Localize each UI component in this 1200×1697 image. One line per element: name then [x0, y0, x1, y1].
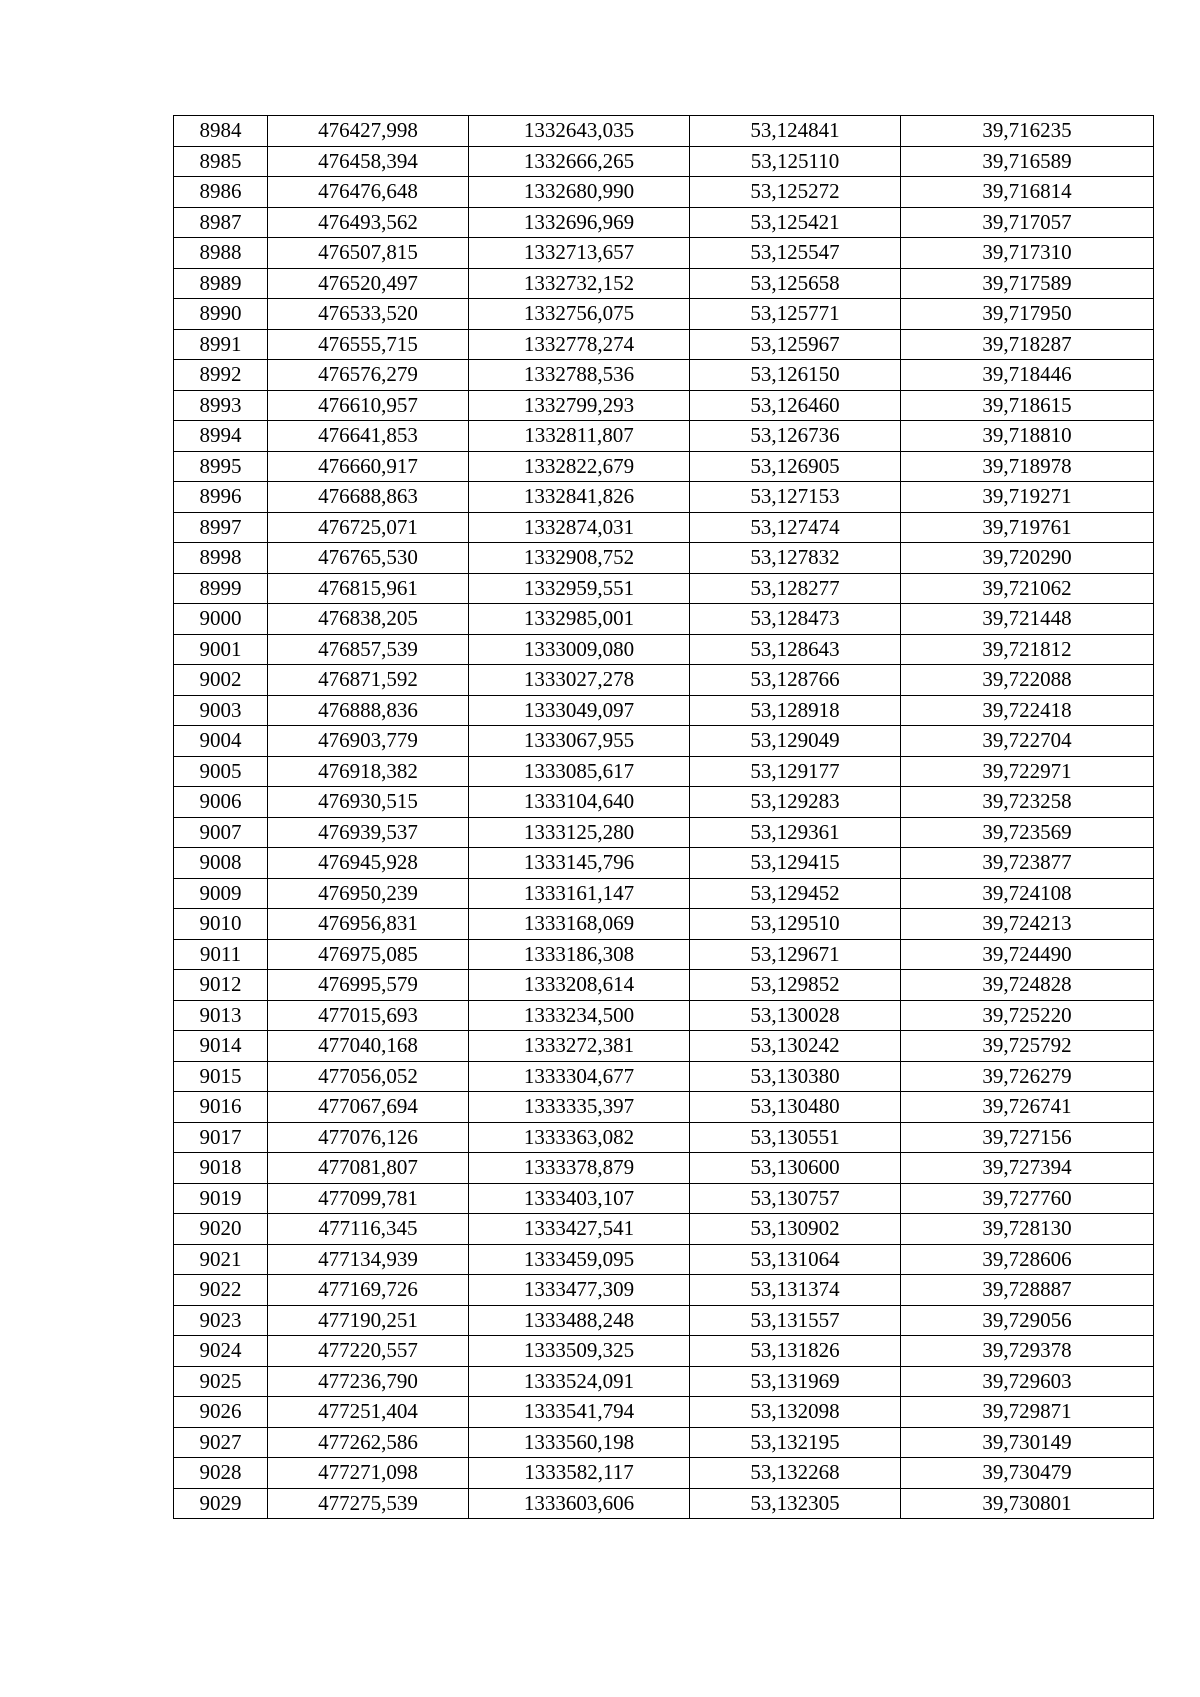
point-number-cell: 9001	[174, 634, 268, 665]
table-row	[174, 1397, 1154, 1428]
table-row	[174, 329, 1154, 360]
y-coordinate-cell: 1332985,001	[469, 604, 690, 635]
point-number-cell: 9026	[174, 1397, 268, 1428]
y-coordinate-cell: 1332908,752	[469, 543, 690, 574]
x-coordinate-cell: 477236,790	[268, 1366, 469, 1397]
longitude-cell: 39,722418	[901, 695, 1154, 726]
latitude-cell: 53,130757	[690, 1183, 901, 1214]
x-coordinate-cell: 477169,726	[268, 1275, 469, 1306]
point-number-cell: 9024	[174, 1336, 268, 1367]
table-row	[174, 1000, 1154, 1031]
latitude-cell: 53,129361	[690, 817, 901, 848]
longitude-cell: 39,721448	[901, 604, 1154, 635]
table-row	[174, 1458, 1154, 1489]
point-number-cell: 8991	[174, 329, 268, 360]
table-row	[174, 695, 1154, 726]
latitude-cell: 53,132268	[690, 1458, 901, 1489]
table-row	[174, 817, 1154, 848]
point-number-cell: 9015	[174, 1061, 268, 1092]
latitude-cell: 53,131064	[690, 1244, 901, 1275]
y-coordinate-cell: 1333009,080	[469, 634, 690, 665]
latitude-cell: 53,129283	[690, 787, 901, 818]
x-coordinate-cell: 476918,382	[268, 756, 469, 787]
x-coordinate-cell: 476641,853	[268, 421, 469, 452]
longitude-cell: 39,716589	[901, 146, 1154, 177]
table-row	[174, 573, 1154, 604]
x-coordinate-cell: 476533,520	[268, 299, 469, 330]
latitude-cell: 53,130028	[690, 1000, 901, 1031]
longitude-cell: 39,728606	[901, 1244, 1154, 1275]
y-coordinate-cell: 1333049,097	[469, 695, 690, 726]
y-coordinate-cell: 1333335,397	[469, 1092, 690, 1123]
x-coordinate-cell: 476888,836	[268, 695, 469, 726]
longitude-cell: 39,730149	[901, 1427, 1154, 1458]
y-coordinate-cell: 1333067,955	[469, 726, 690, 757]
table-row	[174, 878, 1154, 909]
point-number-cell: 9018	[174, 1153, 268, 1184]
point-number-cell: 9008	[174, 848, 268, 879]
point-number-cell: 8989	[174, 268, 268, 299]
latitude-cell: 53,127832	[690, 543, 901, 574]
point-number-cell: 8993	[174, 390, 268, 421]
point-number-cell: 9004	[174, 726, 268, 757]
y-coordinate-cell: 1332666,265	[469, 146, 690, 177]
point-number-cell: 9023	[174, 1305, 268, 1336]
table-row	[174, 543, 1154, 574]
longitude-cell: 39,729603	[901, 1366, 1154, 1397]
longitude-cell: 39,722971	[901, 756, 1154, 787]
y-coordinate-cell: 1333304,677	[469, 1061, 690, 1092]
point-number-cell: 8990	[174, 299, 268, 330]
y-coordinate-cell: 1333186,308	[469, 939, 690, 970]
table-row	[174, 1275, 1154, 1306]
point-number-cell: 8996	[174, 482, 268, 513]
y-coordinate-cell: 1333363,082	[469, 1122, 690, 1153]
x-coordinate-cell: 476815,961	[268, 573, 469, 604]
y-coordinate-cell: 1333161,147	[469, 878, 690, 909]
latitude-cell: 53,128277	[690, 573, 901, 604]
y-coordinate-cell: 1333027,278	[469, 665, 690, 696]
longitude-cell: 39,724213	[901, 909, 1154, 940]
latitude-cell: 53,127474	[690, 512, 901, 543]
x-coordinate-cell: 477251,404	[268, 1397, 469, 1428]
x-coordinate-cell: 476725,071	[268, 512, 469, 543]
table-row	[174, 390, 1154, 421]
x-coordinate-cell: 477220,557	[268, 1336, 469, 1367]
x-coordinate-cell: 476493,562	[268, 207, 469, 238]
point-number-cell: 9002	[174, 665, 268, 696]
latitude-cell: 53,129177	[690, 756, 901, 787]
point-number-cell: 9000	[174, 604, 268, 635]
table-row	[174, 848, 1154, 879]
latitude-cell: 53,125547	[690, 238, 901, 269]
point-number-cell: 9020	[174, 1214, 268, 1245]
longitude-cell: 39,724828	[901, 970, 1154, 1001]
y-coordinate-cell: 1333477,309	[469, 1275, 690, 1306]
latitude-cell: 53,127153	[690, 482, 901, 513]
y-coordinate-cell: 1332822,679	[469, 451, 690, 482]
x-coordinate-cell: 476995,579	[268, 970, 469, 1001]
latitude-cell: 53,130480	[690, 1092, 901, 1123]
table-row	[174, 421, 1154, 452]
x-coordinate-cell: 477190,251	[268, 1305, 469, 1336]
table-row	[174, 1031, 1154, 1062]
longitude-cell: 39,729871	[901, 1397, 1154, 1428]
x-coordinate-cell: 476930,515	[268, 787, 469, 818]
latitude-cell: 53,130600	[690, 1153, 901, 1184]
table-row	[174, 268, 1154, 299]
latitude-cell: 53,126150	[690, 360, 901, 391]
table-row	[174, 634, 1154, 665]
x-coordinate-cell: 476765,530	[268, 543, 469, 574]
point-number-cell: 9012	[174, 970, 268, 1001]
point-number-cell: 9028	[174, 1458, 268, 1489]
point-number-cell: 8987	[174, 207, 268, 238]
point-number-cell: 8986	[174, 177, 268, 208]
table-row	[174, 726, 1154, 757]
coordinates-table	[173, 115, 1154, 1519]
table-row	[174, 1488, 1154, 1519]
longitude-cell: 39,729378	[901, 1336, 1154, 1367]
latitude-cell: 53,125658	[690, 268, 901, 299]
longitude-cell: 39,718287	[901, 329, 1154, 360]
y-coordinate-cell: 1333509,325	[469, 1336, 690, 1367]
table-row	[174, 451, 1154, 482]
y-coordinate-cell: 1332811,807	[469, 421, 690, 452]
y-coordinate-cell: 1332643,035	[469, 116, 690, 147]
table-row	[174, 665, 1154, 696]
table-row	[174, 207, 1154, 238]
longitude-cell: 39,718978	[901, 451, 1154, 482]
longitude-cell: 39,722704	[901, 726, 1154, 757]
table-row	[174, 787, 1154, 818]
longitude-cell: 39,723258	[901, 787, 1154, 818]
longitude-cell: 39,728887	[901, 1275, 1154, 1306]
longitude-cell: 39,726279	[901, 1061, 1154, 1092]
longitude-cell: 39,724490	[901, 939, 1154, 970]
longitude-cell: 39,718615	[901, 390, 1154, 421]
longitude-cell: 39,717057	[901, 207, 1154, 238]
x-coordinate-cell: 476950,239	[268, 878, 469, 909]
latitude-cell: 53,129415	[690, 848, 901, 879]
point-number-cell: 9003	[174, 695, 268, 726]
longitude-cell: 39,729056	[901, 1305, 1154, 1336]
longitude-cell: 39,718810	[901, 421, 1154, 452]
y-coordinate-cell: 1332959,551	[469, 573, 690, 604]
latitude-cell: 53,128766	[690, 665, 901, 696]
x-coordinate-cell: 476956,831	[268, 909, 469, 940]
y-coordinate-cell: 1332788,536	[469, 360, 690, 391]
longitude-cell: 39,720290	[901, 543, 1154, 574]
table-row	[174, 1427, 1154, 1458]
latitude-cell: 53,129671	[690, 939, 901, 970]
coordinates-table-body	[174, 116, 1154, 1519]
point-number-cell: 8992	[174, 360, 268, 391]
longitude-cell: 39,717589	[901, 268, 1154, 299]
latitude-cell: 53,129510	[690, 909, 901, 940]
table-row	[174, 482, 1154, 513]
y-coordinate-cell: 1333272,381	[469, 1031, 690, 1062]
point-number-cell: 8994	[174, 421, 268, 452]
y-coordinate-cell: 1332841,826	[469, 482, 690, 513]
y-coordinate-cell: 1332713,657	[469, 238, 690, 269]
table-row	[174, 1366, 1154, 1397]
latitude-cell: 53,132195	[690, 1427, 901, 1458]
longitude-cell: 39,717310	[901, 238, 1154, 269]
longitude-cell: 39,727760	[901, 1183, 1154, 1214]
x-coordinate-cell: 477040,168	[268, 1031, 469, 1062]
point-number-cell: 9009	[174, 878, 268, 909]
latitude-cell: 53,132098	[690, 1397, 901, 1428]
y-coordinate-cell: 1333524,091	[469, 1366, 690, 1397]
y-coordinate-cell: 1332732,152	[469, 268, 690, 299]
point-number-cell: 8997	[174, 512, 268, 543]
longitude-cell: 39,719761	[901, 512, 1154, 543]
table-row	[174, 1153, 1154, 1184]
latitude-cell: 53,126905	[690, 451, 901, 482]
table-row	[174, 1122, 1154, 1153]
point-number-cell: 8995	[174, 451, 268, 482]
table-row	[174, 970, 1154, 1001]
point-number-cell: 9017	[174, 1122, 268, 1153]
latitude-cell: 53,126736	[690, 421, 901, 452]
point-number-cell: 8984	[174, 116, 268, 147]
latitude-cell: 53,125771	[690, 299, 901, 330]
table-row	[174, 1244, 1154, 1275]
x-coordinate-cell: 476871,592	[268, 665, 469, 696]
latitude-cell: 53,129049	[690, 726, 901, 757]
y-coordinate-cell: 1333104,640	[469, 787, 690, 818]
x-coordinate-cell: 477067,694	[268, 1092, 469, 1123]
y-coordinate-cell: 1333234,500	[469, 1000, 690, 1031]
y-coordinate-cell: 1332680,990	[469, 177, 690, 208]
y-coordinate-cell: 1332756,075	[469, 299, 690, 330]
x-coordinate-cell: 476576,279	[268, 360, 469, 391]
latitude-cell: 53,129452	[690, 878, 901, 909]
x-coordinate-cell: 477116,345	[268, 1214, 469, 1245]
y-coordinate-cell: 1333125,280	[469, 817, 690, 848]
latitude-cell: 53,128473	[690, 604, 901, 635]
longitude-cell: 39,717950	[901, 299, 1154, 330]
x-coordinate-cell: 477081,807	[268, 1153, 469, 1184]
x-coordinate-cell: 477271,098	[268, 1458, 469, 1489]
point-number-cell: 8985	[174, 146, 268, 177]
longitude-cell: 39,723877	[901, 848, 1154, 879]
longitude-cell: 39,723569	[901, 817, 1154, 848]
table-row	[174, 1214, 1154, 1245]
x-coordinate-cell: 477056,052	[268, 1061, 469, 1092]
y-coordinate-cell: 1333582,117	[469, 1458, 690, 1489]
latitude-cell: 53,131374	[690, 1275, 901, 1306]
longitude-cell: 39,725792	[901, 1031, 1154, 1062]
latitude-cell: 53,130902	[690, 1214, 901, 1245]
point-number-cell: 9016	[174, 1092, 268, 1123]
x-coordinate-cell: 476857,539	[268, 634, 469, 665]
x-coordinate-cell: 476507,815	[268, 238, 469, 269]
x-coordinate-cell: 477099,781	[268, 1183, 469, 1214]
x-coordinate-cell: 476975,085	[268, 939, 469, 970]
latitude-cell: 53,129852	[690, 970, 901, 1001]
longitude-cell: 39,721062	[901, 573, 1154, 604]
longitude-cell: 39,730801	[901, 1488, 1154, 1519]
x-coordinate-cell: 476838,205	[268, 604, 469, 635]
latitude-cell: 53,125110	[690, 146, 901, 177]
table-row	[174, 360, 1154, 391]
y-coordinate-cell: 1333459,095	[469, 1244, 690, 1275]
x-coordinate-cell: 476688,863	[268, 482, 469, 513]
table-row	[174, 756, 1154, 787]
latitude-cell: 53,130242	[690, 1031, 901, 1062]
longitude-cell: 39,727156	[901, 1122, 1154, 1153]
latitude-cell: 53,130380	[690, 1061, 901, 1092]
y-coordinate-cell: 1333541,794	[469, 1397, 690, 1428]
point-number-cell: 9005	[174, 756, 268, 787]
point-number-cell: 9014	[174, 1031, 268, 1062]
table-row	[174, 604, 1154, 635]
y-coordinate-cell: 1332799,293	[469, 390, 690, 421]
x-coordinate-cell: 476610,957	[268, 390, 469, 421]
x-coordinate-cell: 477015,693	[268, 1000, 469, 1031]
y-coordinate-cell: 1333560,198	[469, 1427, 690, 1458]
latitude-cell: 53,124841	[690, 116, 901, 147]
longitude-cell: 39,728130	[901, 1214, 1154, 1245]
point-number-cell: 9025	[174, 1366, 268, 1397]
latitude-cell: 53,132305	[690, 1488, 901, 1519]
longitude-cell: 39,716235	[901, 116, 1154, 147]
longitude-cell: 39,718446	[901, 360, 1154, 391]
table-row	[174, 299, 1154, 330]
longitude-cell: 39,727394	[901, 1153, 1154, 1184]
y-coordinate-cell: 1333403,107	[469, 1183, 690, 1214]
y-coordinate-cell: 1332874,031	[469, 512, 690, 543]
table-row	[174, 1183, 1154, 1214]
latitude-cell: 53,128918	[690, 695, 901, 726]
latitude-cell: 53,126460	[690, 390, 901, 421]
table-row	[174, 238, 1154, 269]
x-coordinate-cell: 476903,779	[268, 726, 469, 757]
table-row	[174, 1336, 1154, 1367]
table-row	[174, 909, 1154, 940]
point-number-cell: 9022	[174, 1275, 268, 1306]
x-coordinate-cell: 477076,126	[268, 1122, 469, 1153]
longitude-cell: 39,722088	[901, 665, 1154, 696]
point-number-cell: 9021	[174, 1244, 268, 1275]
longitude-cell: 39,716814	[901, 177, 1154, 208]
x-coordinate-cell: 476939,537	[268, 817, 469, 848]
longitude-cell: 39,721812	[901, 634, 1154, 665]
y-coordinate-cell: 1333208,614	[469, 970, 690, 1001]
longitude-cell: 39,730479	[901, 1458, 1154, 1489]
point-number-cell: 9007	[174, 817, 268, 848]
x-coordinate-cell: 476555,715	[268, 329, 469, 360]
point-number-cell: 8988	[174, 238, 268, 269]
y-coordinate-cell: 1332696,969	[469, 207, 690, 238]
x-coordinate-cell: 477134,939	[268, 1244, 469, 1275]
point-number-cell: 9027	[174, 1427, 268, 1458]
latitude-cell: 53,128643	[690, 634, 901, 665]
table-row	[174, 177, 1154, 208]
x-coordinate-cell: 476476,648	[268, 177, 469, 208]
point-number-cell: 9010	[174, 909, 268, 940]
latitude-cell: 53,130551	[690, 1122, 901, 1153]
x-coordinate-cell: 477262,586	[268, 1427, 469, 1458]
y-coordinate-cell: 1333378,879	[469, 1153, 690, 1184]
longitude-cell: 39,726741	[901, 1092, 1154, 1123]
latitude-cell: 53,125272	[690, 177, 901, 208]
x-coordinate-cell: 476520,497	[268, 268, 469, 299]
point-number-cell: 9011	[174, 939, 268, 970]
point-number-cell: 8999	[174, 573, 268, 604]
x-coordinate-cell: 476660,917	[268, 451, 469, 482]
longitude-cell: 39,724108	[901, 878, 1154, 909]
point-number-cell: 9006	[174, 787, 268, 818]
y-coordinate-cell: 1333603,606	[469, 1488, 690, 1519]
x-coordinate-cell: 477275,539	[268, 1488, 469, 1519]
y-coordinate-cell: 1332778,274	[469, 329, 690, 360]
table-row	[174, 512, 1154, 543]
y-coordinate-cell: 1333085,617	[469, 756, 690, 787]
y-coordinate-cell: 1333488,248	[469, 1305, 690, 1336]
longitude-cell: 39,725220	[901, 1000, 1154, 1031]
point-number-cell: 9019	[174, 1183, 268, 1214]
point-number-cell: 9029	[174, 1488, 268, 1519]
y-coordinate-cell: 1333427,541	[469, 1214, 690, 1245]
latitude-cell: 53,125421	[690, 207, 901, 238]
latitude-cell: 53,125967	[690, 329, 901, 360]
latitude-cell: 53,131826	[690, 1336, 901, 1367]
x-coordinate-cell: 476427,998	[268, 116, 469, 147]
table-row	[174, 1305, 1154, 1336]
table-row	[174, 146, 1154, 177]
x-coordinate-cell: 476458,394	[268, 146, 469, 177]
longitude-cell: 39,719271	[901, 482, 1154, 513]
point-number-cell: 8998	[174, 543, 268, 574]
y-coordinate-cell: 1333168,069	[469, 909, 690, 940]
latitude-cell: 53,131557	[690, 1305, 901, 1336]
y-coordinate-cell: 1333145,796	[469, 848, 690, 879]
table-row	[174, 1092, 1154, 1123]
point-number-cell: 9013	[174, 1000, 268, 1031]
table-row	[174, 1061, 1154, 1092]
x-coordinate-cell: 476945,928	[268, 848, 469, 879]
table-row	[174, 939, 1154, 970]
latitude-cell: 53,131969	[690, 1366, 901, 1397]
table-row	[174, 116, 1154, 147]
